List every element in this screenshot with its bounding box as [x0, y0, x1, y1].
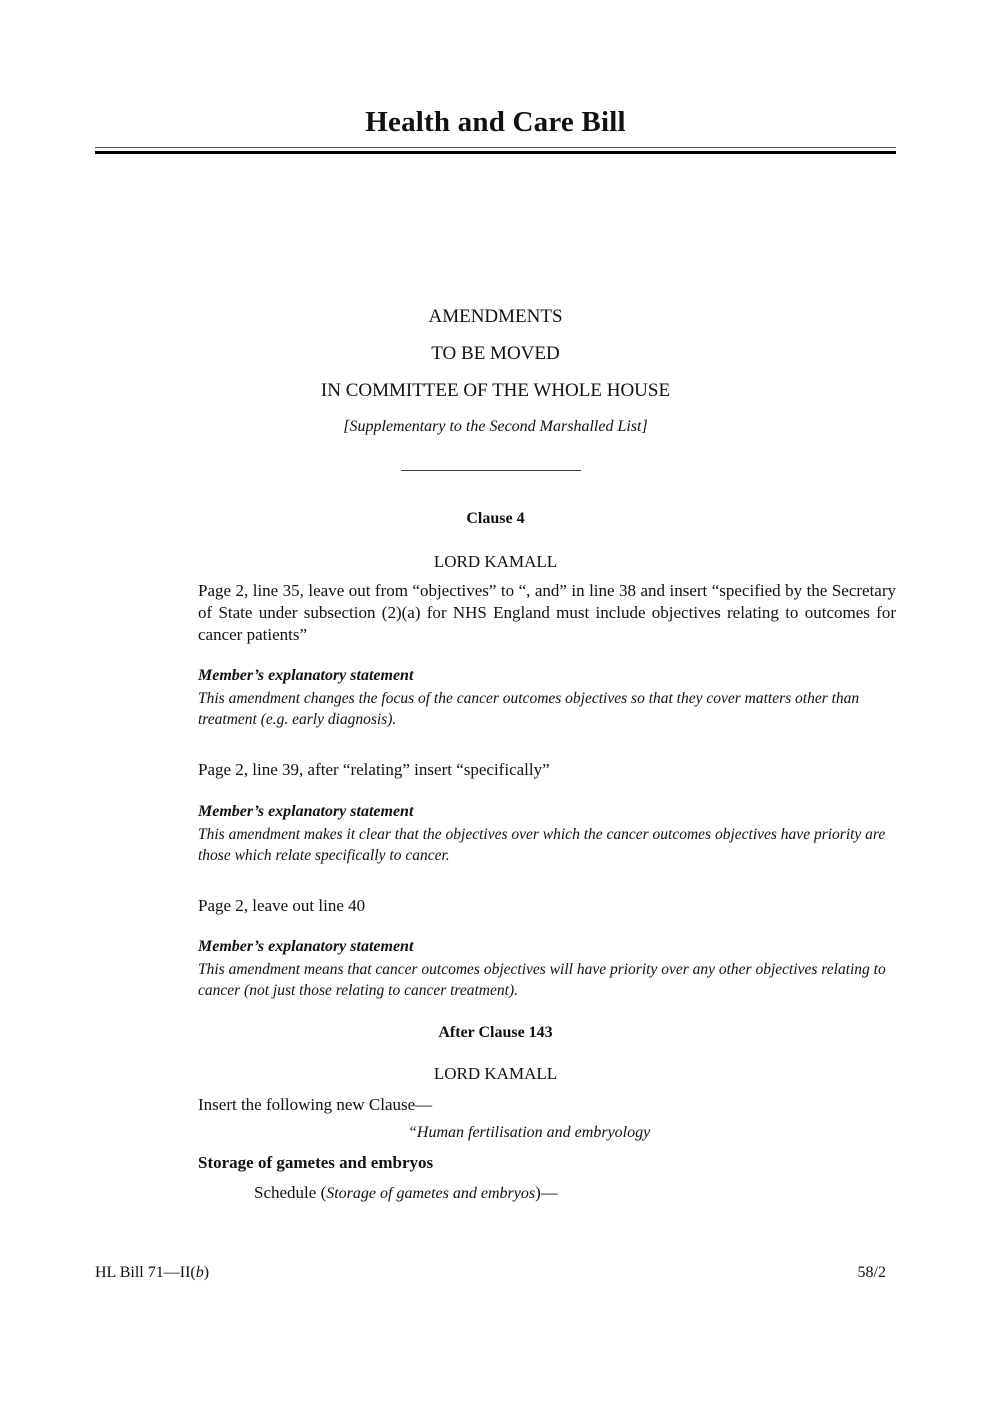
member-name: LORD KAMALL	[433, 1064, 558, 1083]
insert-clause-text: Insert the following new Clause—	[198, 1095, 433, 1114]
explanatory-statement-text: This amendment changes the focus of the cancer outcomes objectives so that they cover matters other than treatment (e.g. early diagnosis).	[198, 690, 860, 728]
bill-reference-suffix: )	[203, 1264, 210, 1281]
intro-amendments: AMENDMENTS	[428, 306, 563, 327]
bill-reference	[95, 1264, 209, 1282]
explanatory-statement-heading: Member’s explanatory statement	[198, 938, 414, 955]
schedule-prefix: Schedule (	[254, 1183, 327, 1202]
explanatory-statement-heading: Member’s explanatory statement	[198, 803, 414, 820]
intro-to-be-moved: TO BE MOVED	[431, 343, 560, 364]
amendment-text: Page 2, line 35, leave out from “objectives” to “, and” in line 38 and insert “specified by the Secretary of State under subsection (2)(a) for NHS England must include objectives relating to outcomes for cancer patients”	[198, 581, 896, 644]
bill-reference-italic: b	[195, 1264, 204, 1281]
schedule-title: Storage of gametes and embryos	[326, 1185, 536, 1202]
amendment-text: Page 2, leave out line 40	[198, 896, 366, 915]
clause-heading: After Clause 143	[438, 1024, 553, 1041]
explanatory-statement-text: This amendment means that cancer outcomes objectives will have priority over any other objectives relating to cancer (not just those relating to cancer treatment).	[198, 961, 886, 999]
schedule-suffix: )—	[535, 1183, 558, 1202]
schedule-reference	[254, 1183, 558, 1203]
intro-note: [Supplementary to the Second Marshalled List]	[343, 418, 648, 435]
title-rule-thick	[95, 151, 896, 154]
clause-heading: Clause 4	[466, 510, 525, 527]
title-rule-thin	[95, 147, 896, 148]
explanatory-statement-text: This amendment makes it clear that the objectives over which the cancer outcomes objectives have priority are those which relate specifically to cancer.	[198, 826, 886, 864]
amendment-text: Page 2, line 39, after “relating” insert “specifically”	[198, 760, 550, 779]
part-heading: “Human fertilisation and embryology	[408, 1124, 651, 1141]
member-name: LORD KAMALL	[433, 552, 558, 571]
page-reference: 58/2	[857, 1264, 886, 1281]
new-clause-title: Storage of gametes and embryos	[198, 1153, 434, 1172]
document-title: Health and Care Bill	[365, 106, 626, 138]
section-divider	[401, 470, 581, 471]
explanatory-statement-heading: Member’s explanatory statement	[198, 667, 414, 684]
intro-committee: IN COMMITTEE OF THE WHOLE HOUSE	[320, 380, 671, 401]
bill-reference-prefix: HL Bill 71—II(	[95, 1264, 196, 1281]
